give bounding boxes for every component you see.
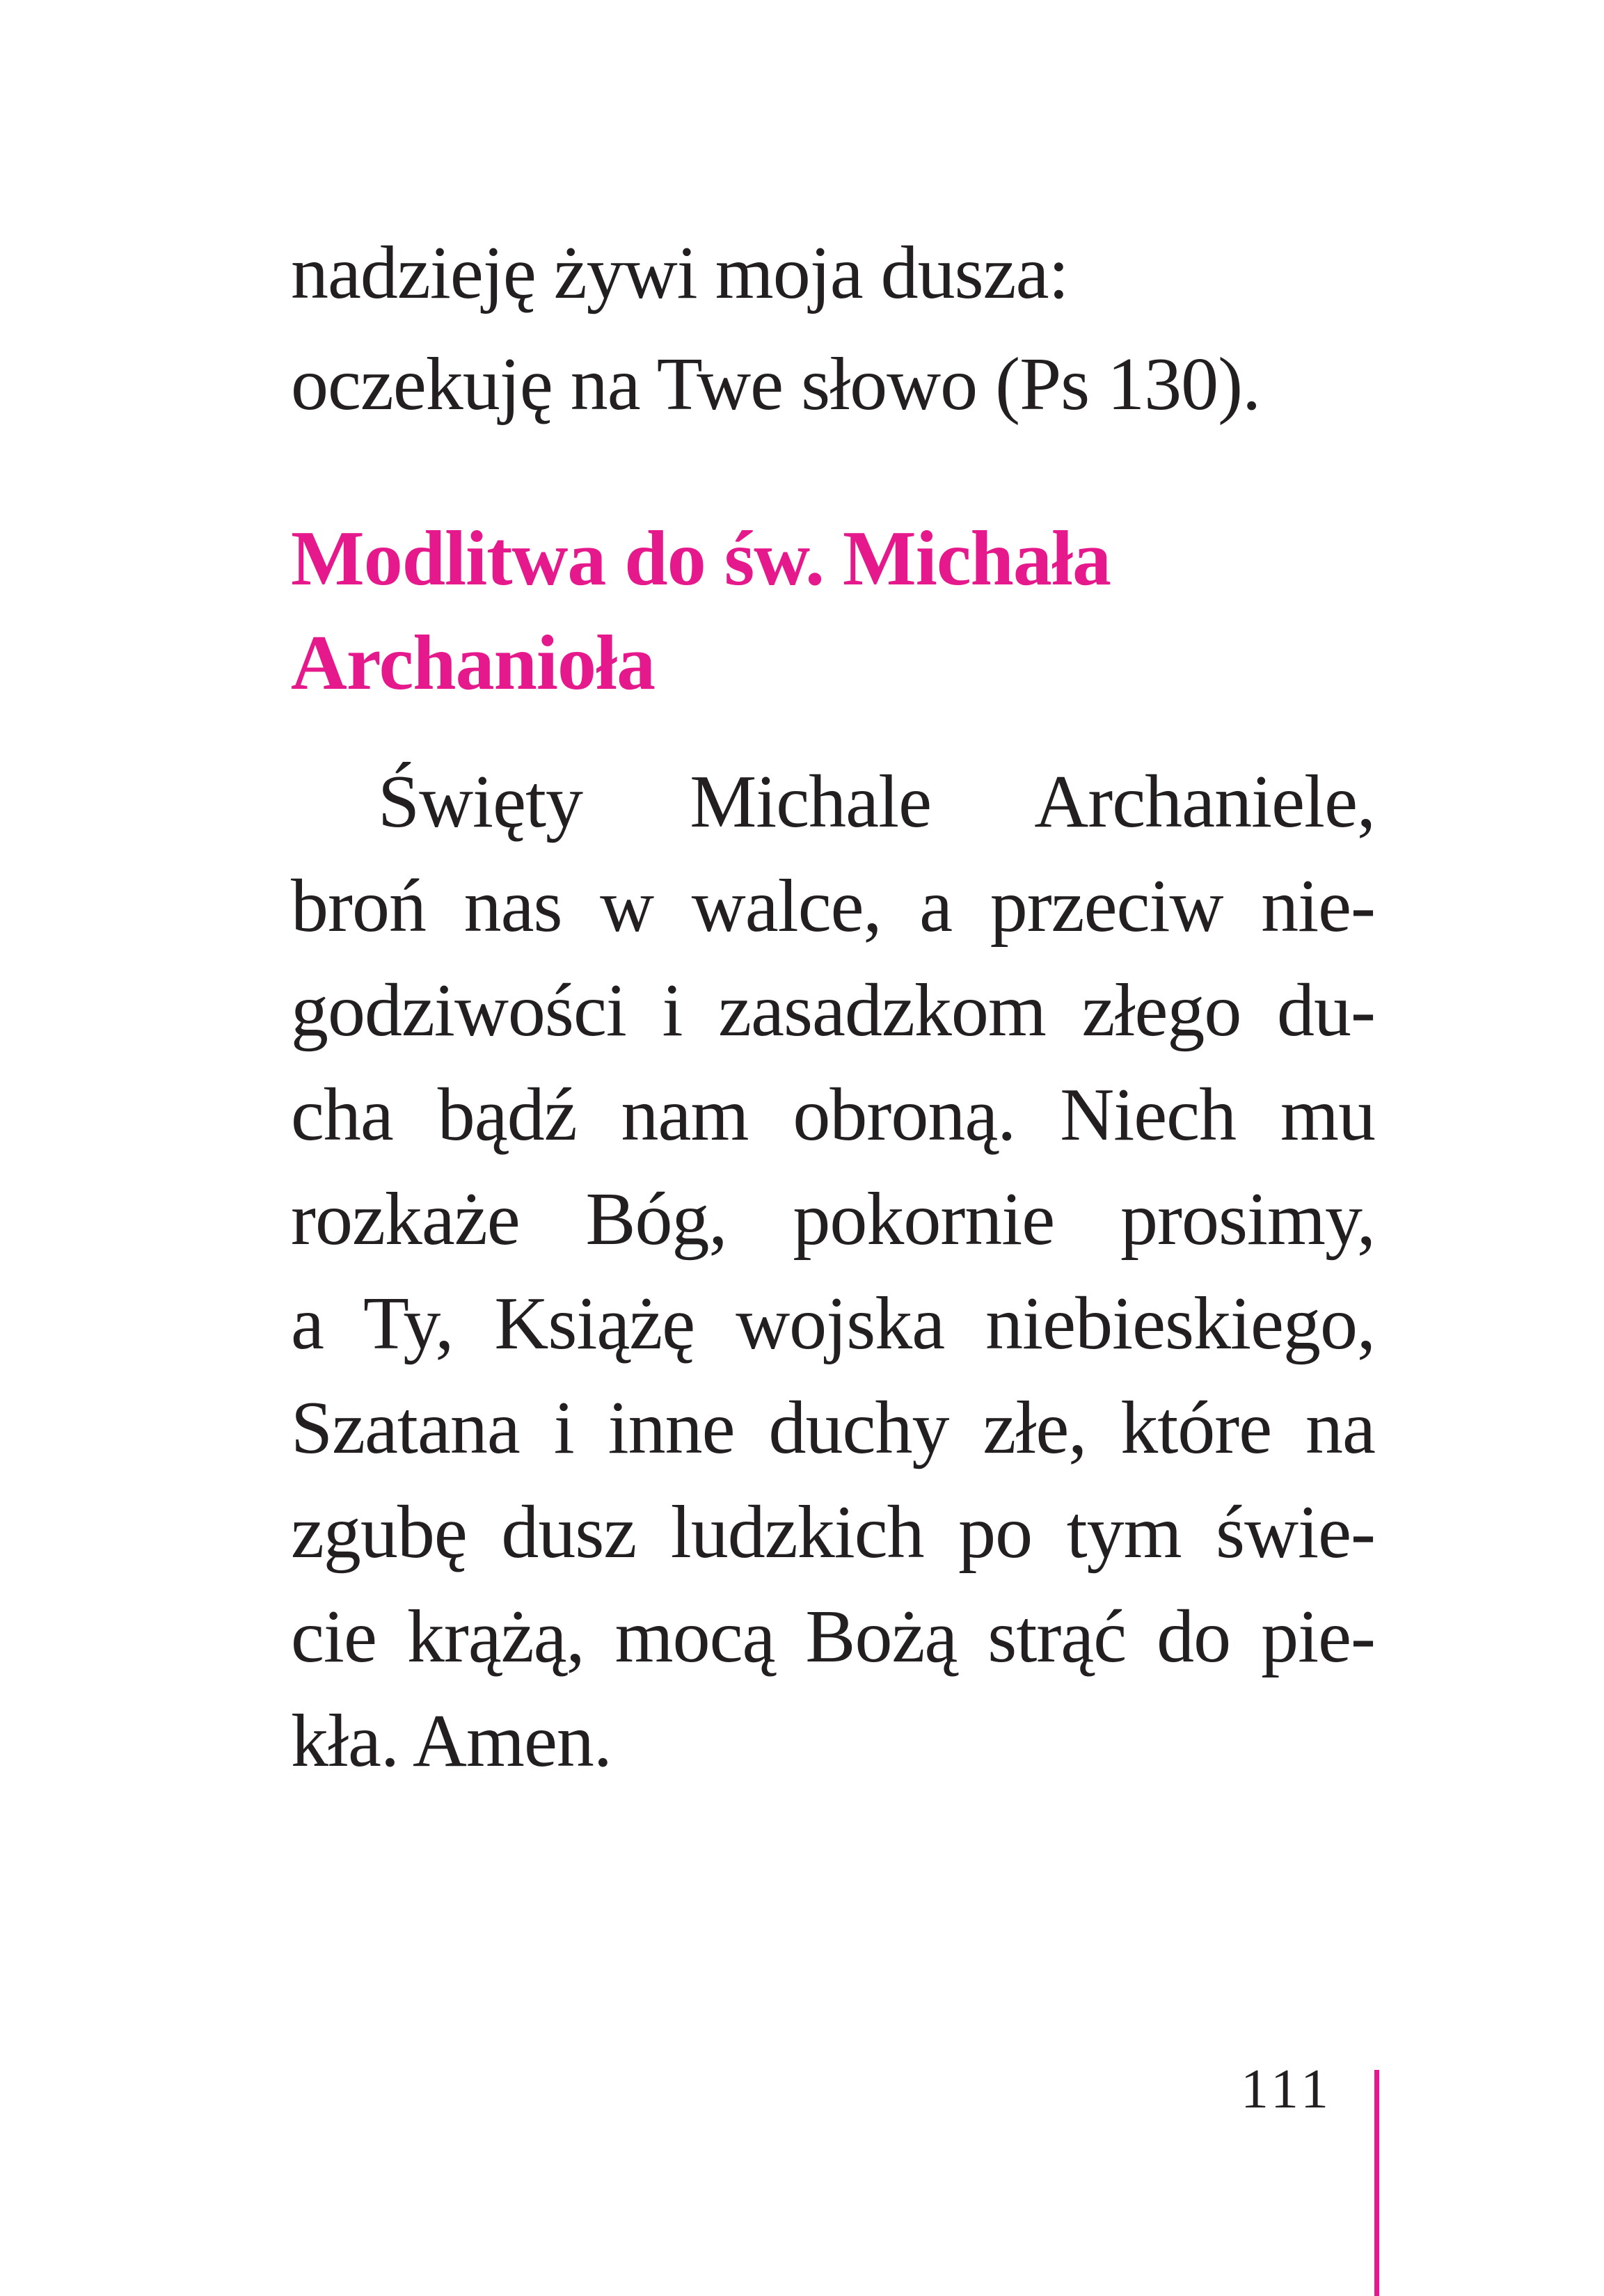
prayer-text-line: rozkaże Bóg, pokornie prosimy, [291,1178,1375,1261]
page-edge-rule [1374,2070,1379,2296]
body-text-line: nadzieję żywi moja dusza: [291,232,1069,314]
prayer-text-line: kła. Amen. [291,1700,612,1783]
page-number: 111 [1240,2059,1333,2120]
prayer-heading-line: Modlitwa do św. Michała [291,516,1111,602]
prayer-text-line: broń nas w walce, a przeciw nie- [291,865,1375,948]
prayer-text-line: cha bądź nam obroną. Niech mu [291,1074,1375,1156]
prayer-text-line: a Ty, Książę wojska niebieskiego, [291,1282,1375,1365]
prayer-heading-line: Archanioła [291,620,656,706]
body-text-line: oczekuję na Twe słowo (Ps 130). [291,343,1261,426]
prayer-text-line: zgubę dusz ludzkich po tym świe- [291,1491,1375,1574]
prayer-text-line: cie krążą, mocą Bożą strąć do pie- [291,1595,1375,1678]
prayer-text-line: godziwości i zasadzkom złego du- [291,969,1375,1052]
prayer-text-line: Szatana i inne duchy złe, które na [291,1387,1375,1469]
prayer-text-line: Święty Michale Archaniele, [378,760,1375,843]
